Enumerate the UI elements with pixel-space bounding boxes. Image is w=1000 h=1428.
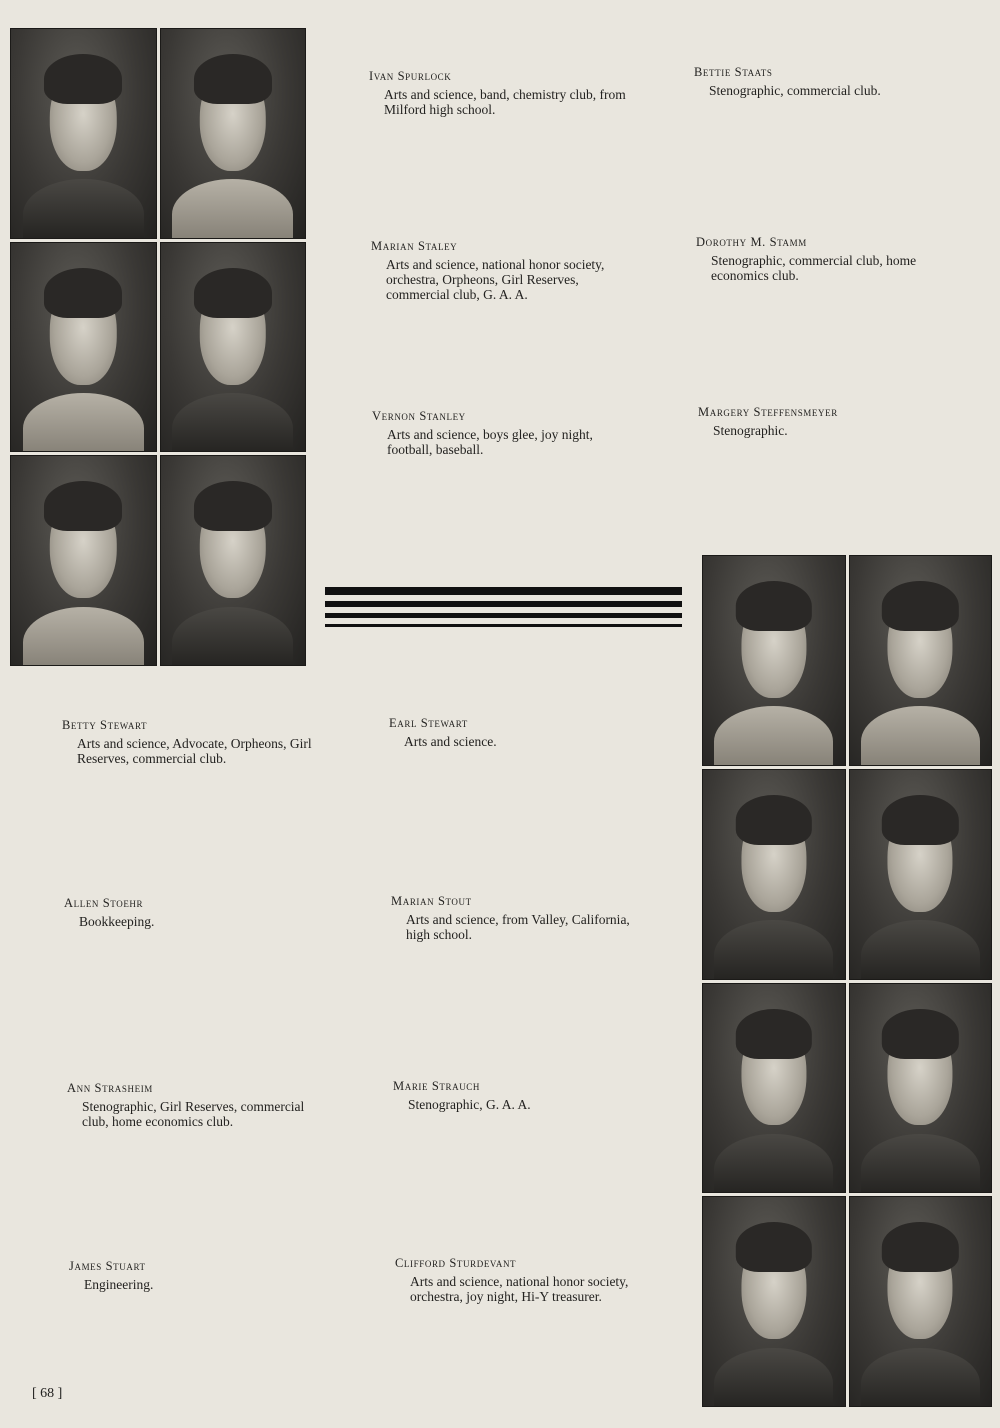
portrait-margery-steffensmeyer [160,455,307,666]
entry-marian-stout [391,893,651,942]
portrait-allen-stoehr [702,769,846,980]
student-activities: Arts and science, Advocate, Orpheons, Girl Reserves, commercial club. [77,736,312,766]
entry-earl-stewart [389,715,649,749]
student-activities: Engineering. [84,1277,154,1292]
student-name: Marie Strauch [393,1079,480,1093]
entry-betty-stewart [62,717,312,766]
student-name: James Stuart [69,1259,146,1273]
portrait-dorothy-stamm [160,242,307,453]
student-name: Allen Stoehr [64,896,144,910]
student-activities: Stenographic, commercial club, home economics club. [711,253,917,283]
student-name: Earl Stewart [389,716,468,730]
entry-vernon-stanley [372,408,632,457]
portrait-earl-stewart [849,555,993,766]
student-name: Vernon Stanley [372,409,466,423]
student-name: Bettie Staats [694,65,773,79]
student-name: Marian Staley [371,239,458,253]
portrait-ivan-spurlock [10,28,157,239]
portrait-ann-strasheim [702,983,846,1194]
student-name: Ivan Spurlock [369,69,452,83]
student-name: Margery Steffensmeyer [698,405,838,419]
entry-james-stuart [69,1258,319,1292]
student-activities: Arts and science, boys glee, joy night, football, baseball. [387,427,593,457]
student-activities: Stenographic, G. A. A. [408,1097,531,1112]
student-activities: Arts and science, from Valley, California, high school. [406,912,630,942]
entry-marian-staley [371,238,631,302]
student-activities: Stenographic. [713,423,788,438]
portrait-marie-strauch [849,983,993,1194]
portrait-marian-stout [849,769,993,980]
entry-bettie-staats [694,64,954,98]
portrait-clifford-sturdevant [849,1196,993,1407]
portrait-james-stuart [702,1196,846,1407]
portrait-vernon-stanley [10,455,157,666]
portrait-marian-staley [10,242,157,453]
student-name: Betty Stewart [62,718,148,732]
student-activities: Stenographic, Girl Reserves, commercial club, home economics club. [82,1099,305,1129]
student-activities: Arts and science, band, chemistry club, from Milford high school. [384,87,626,117]
entry-margery-steffensmeyer [698,404,958,438]
portrait-grid-right [702,555,992,1407]
page-number: [ 68 ] [32,1386,63,1401]
entry-dorothy-stamm [696,234,956,283]
student-name: Dorothy M. Stamm [696,235,807,249]
rule-line [325,587,682,595]
student-name: Marian Stout [391,894,472,908]
rule-line [325,624,682,627]
entry-ann-strasheim [67,1080,317,1129]
student-name: Clifford Sturdevant [395,1256,517,1270]
student-name: Ann Strasheim [67,1081,153,1095]
entry-ivan-spurlock [369,68,629,117]
student-activities: Stenographic, commercial club. [709,83,881,98]
portrait-bettie-staats [160,28,307,239]
portrait-grid-top [10,28,306,666]
entry-clifford-sturdevant [395,1255,655,1304]
student-activities: Bookkeeping. [79,914,155,929]
entry-marie-strauch [393,1078,653,1112]
portrait-betty-stewart [702,555,846,766]
student-activities: Arts and science, national honor society, orchestra, Orpheons, Girl Reserves, commercial club, G. A. A. [386,257,605,302]
student-activities: Arts and science. [404,734,497,749]
student-activities: Arts and science, national honor society, orchestra, joy night, Hi-Y treasurer. [410,1274,629,1304]
decorative-rules [325,587,682,627]
entry-allen-stoehr [64,895,314,929]
